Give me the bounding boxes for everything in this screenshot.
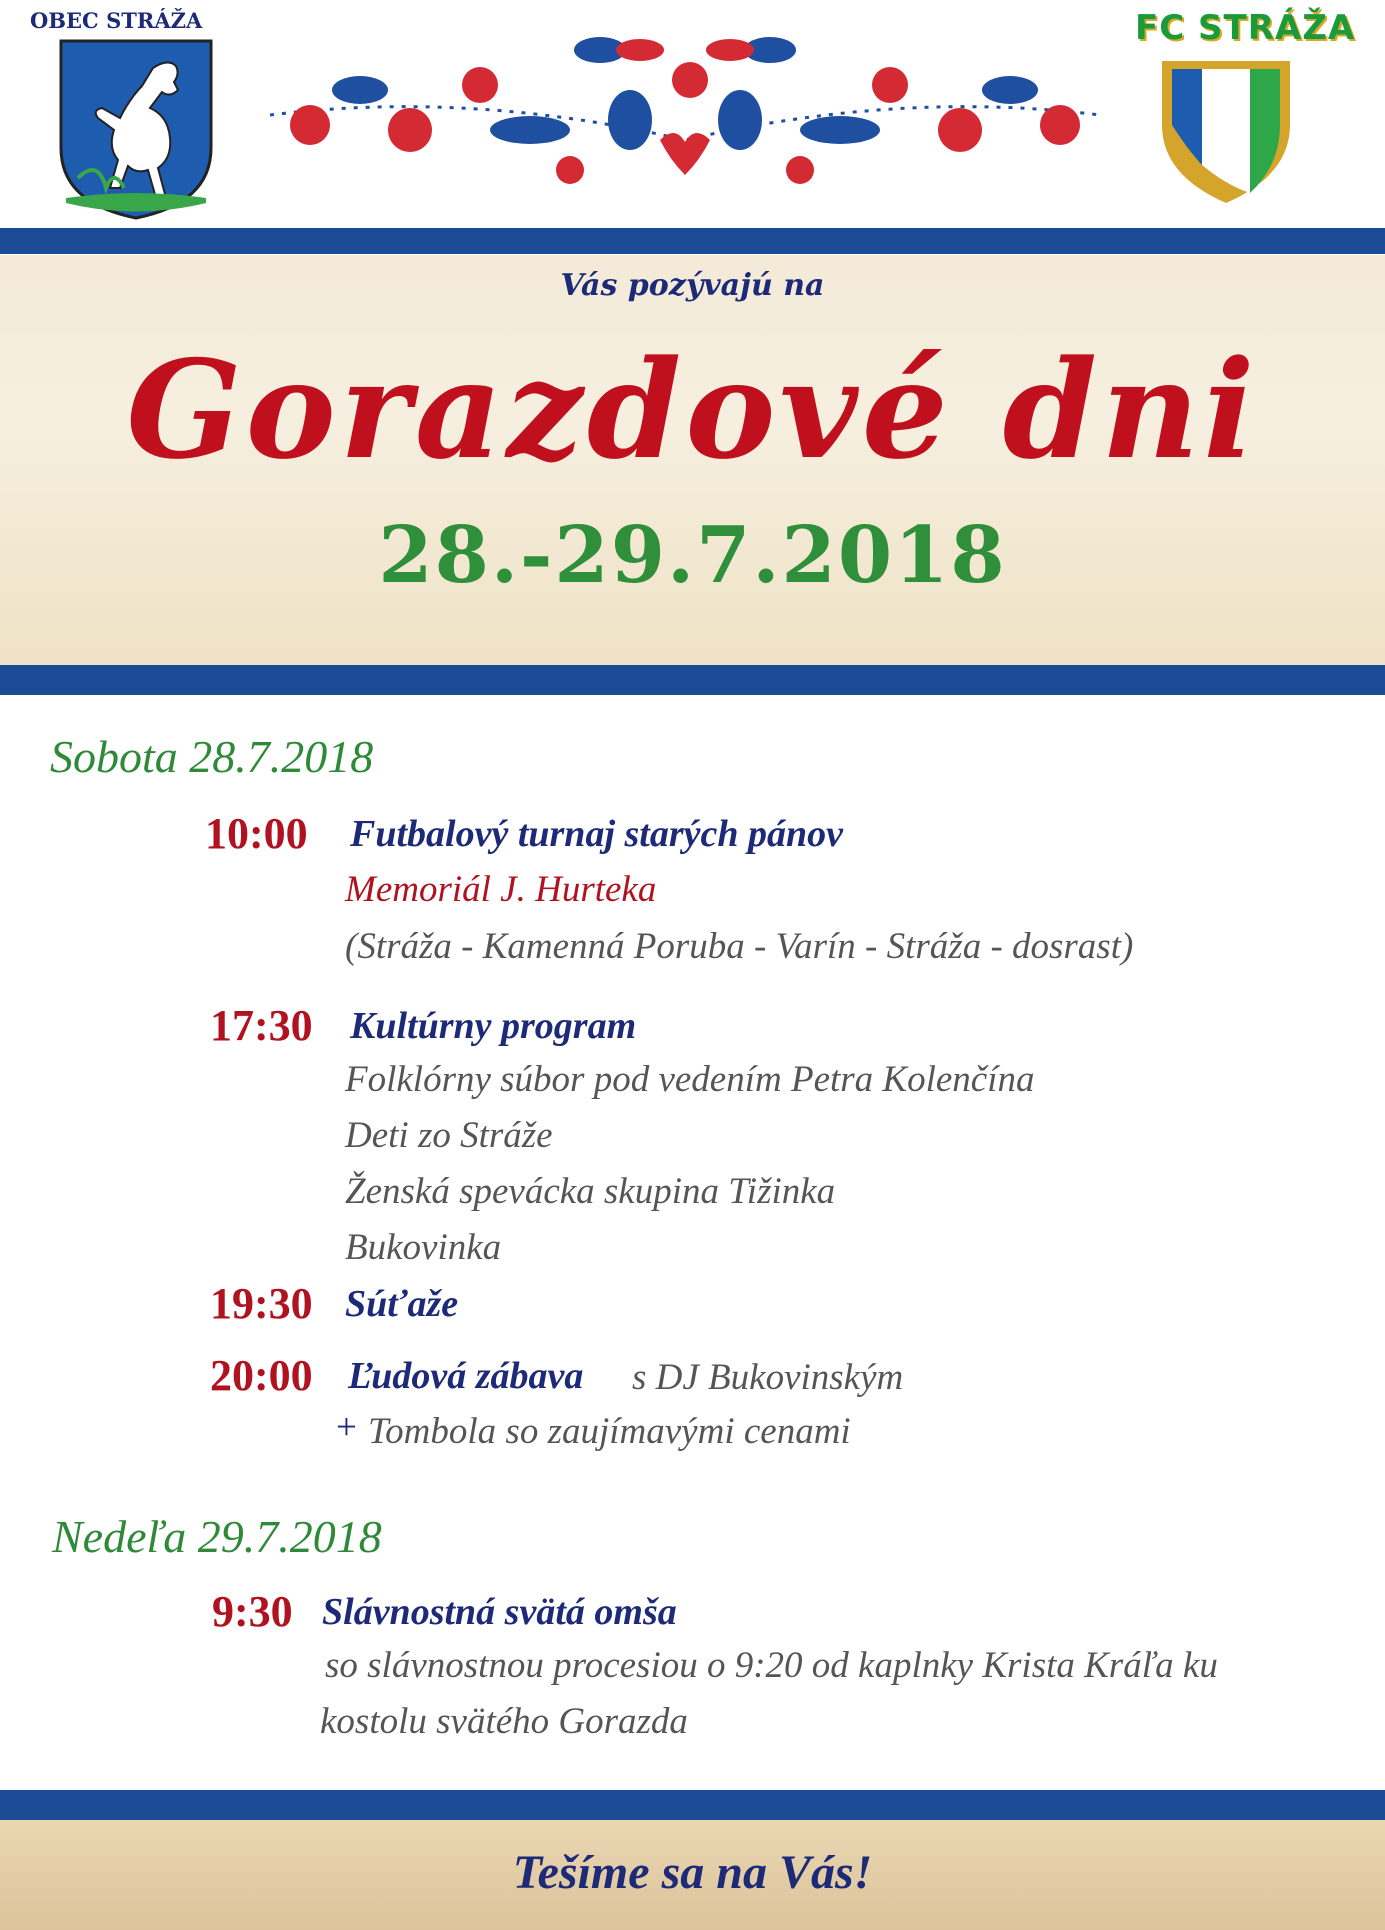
event-time: 19:30 [210,1279,313,1328]
footer-text: Tešíme sa na Vás! [512,1846,873,1899]
event-suffix: s DJ Bukovinským [632,1357,904,1398]
plus-sign: + [336,1407,357,1448]
invite-text: Vás pozývajú na [560,268,825,303]
event-title: Gorazdové dni [126,330,1259,489]
event-title: Ľudová zábava [348,1355,584,1397]
event-dates: 28.-29.7.2018 [378,510,1007,601]
event-extra: Tombola so zaujímavými cenami [368,1411,851,1452]
program-line: Bukovinka [345,1227,502,1268]
fc-shield-icon [1158,55,1294,207]
left-crest-label: OBEC STRÁŽA [30,8,203,33]
program-line: Deti zo Stráže [345,1115,553,1156]
sunday-heading: Nedeľa 29.7.2018 [52,1511,382,1562]
event-title: Slávnostná svätá omša [322,1591,677,1633]
event-title: Súťaže [345,1283,459,1325]
event-time: 20:00 [210,1351,313,1400]
folk-ornament-icon [270,30,1100,200]
event-title: Kultúrny program [350,1005,637,1047]
event-detail: (Stráža - Kamenná Poruba - Varín - Stráža - dosrast) [345,926,1134,967]
top-band [0,228,1385,254]
event-time: 9:30 [212,1587,293,1636]
saturday-heading: Sobota 28.7.2018 [50,731,374,782]
event-time: 10:00 [205,809,308,858]
event-detail-line: so slávnostnou procesiou o 9:20 od kaplnky Krista Kráľa ku [325,1645,1218,1686]
footer-band [0,1790,1385,1820]
program-line: Folklórny súbor pod vedením Petra Kolenčína [345,1059,1035,1100]
event-time: 17:30 [210,1001,313,1050]
event-title: Futbalový turnaj starých pánov [350,813,843,855]
program-line: Ženská spevácka skupina Tižinka [345,1171,836,1212]
event-subtitle: Memoriál J. Hurteka [345,869,657,910]
obec-coat-of-arms-icon [58,38,214,220]
event-detail-line: kostolu svätého Gorazda [320,1701,688,1742]
banner-bottom-band [0,665,1385,695]
right-crest-label: FC STRÁŽA [1135,8,1356,48]
